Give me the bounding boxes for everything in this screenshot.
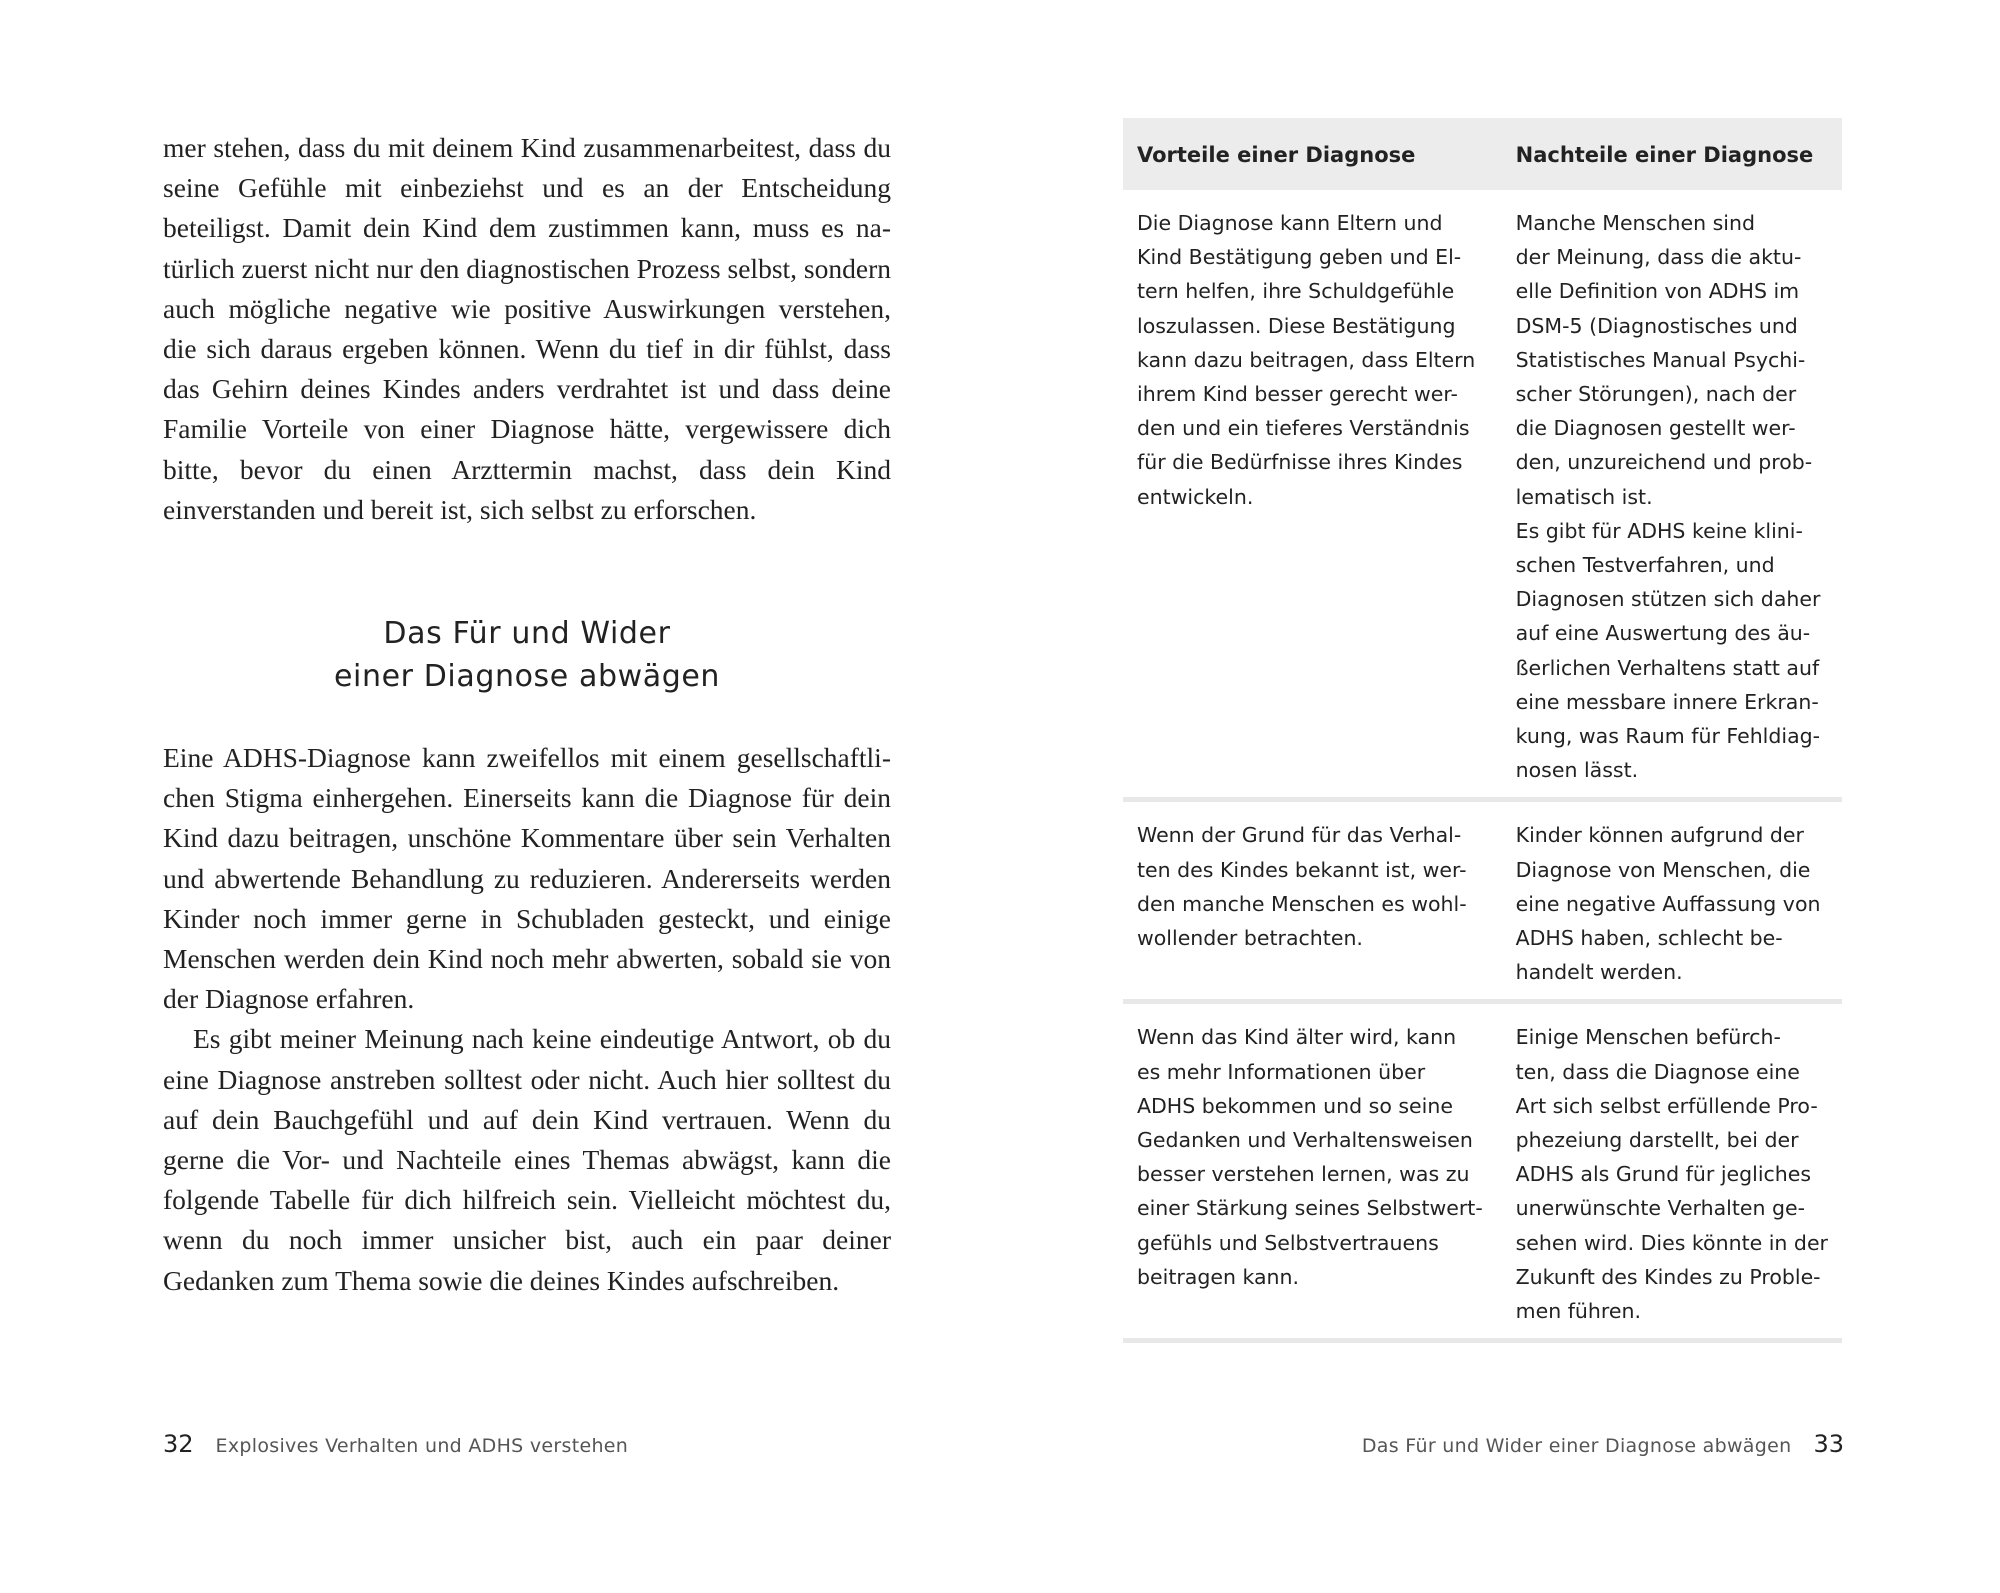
cell-text-line: phezeiung darstellt, bei der	[1515, 1128, 1799, 1153]
column-header-cons: Nachteile einer Diagnose	[1502, 118, 1842, 190]
footer-right	[1362, 1430, 1844, 1458]
cell-text-line: ADHS als Grund für jegliches	[1515, 1162, 1812, 1187]
page-number: 32	[163, 1430, 194, 1458]
cell-text-line: Diagnosen stützen sich daher	[1515, 587, 1821, 612]
cell-text-line: elle Definition von ADHS im	[1515, 279, 1800, 304]
cell-text-line: Gedanken und Verhaltensweisen	[1137, 1128, 1473, 1153]
cell-text-line: auf eine Auswertung des äu-	[1515, 621, 1811, 646]
cell-text-line: Manche Menschen sind	[1515, 211, 1755, 235]
cell-text-line: den manche Menschen es wohl-	[1137, 891, 1467, 916]
running-title: Explosives Verhalten und ADHS verstehen	[215, 1435, 629, 1457]
cell-text-line: sehen wird. Dies könnte in der	[1515, 1230, 1828, 1255]
cell-text-line: lematisch ist.	[1515, 484, 1653, 509]
cell-text-line: handelt werden.	[1515, 960, 1683, 985]
body-paragraph: mer stehen, dass du mit deinem Kind zusammenarbeitest, dass du seine Gefühle mit einbeziehst und es an der Entscheidung beteiligst. Damit dein Kind dem zustimmen kann, muss es natürlich zuerst nicht nur den diagnostischen Prozess selbst, sondern auch mögliche negative wie positive Auswirkungen verstehen, die sich daraus ergeben können. Wenn du tief in dir fühlst, dass das Gehirn deines Kindes anders verdrahtet ist und dass deine Familie Vorteile von einer Diagnose hätte, vergewissere dich bitte, bevor du einen Arzttermin machst, dass dein Kind einverstanden und bereit ist, sich selbst zu erforschen.	[163, 132, 891, 525]
cell-text-line: kann dazu beitragen, dass Eltern	[1137, 347, 1476, 372]
cell-text-line: Wenn das Kind älter wird, kann	[1137, 1025, 1457, 1050]
cell-text-line: Zukunft des Kindes zu Proble-	[1515, 1264, 1821, 1289]
left-page	[163, 128, 891, 1301]
table-header-row	[1123, 118, 1842, 190]
body-paragraph: Es gibt meiner Meinung nach keine eindeutige Antwort, ob du eine Diagnose anstreben solltest oder nicht. Auch hier solltest du auf dein Bauchgefühl und auf dein Kind vertrauen. Wenn du gerne die Vor- und Nachteile eines Themas abwägst, kann die folgende Tabelle für dich hilfreich sein. Vielleicht möchtest du, wenn du noch immer unsicher bist, auch ein paar deiner Gedanken zum Thema sowie die deines Kindes aufschreiben.	[163, 1023, 891, 1296]
cell-text-line: eine negative Auffassung von	[1515, 891, 1821, 916]
cell-text-line: einer Stärkung seines Selbstwert-	[1137, 1196, 1483, 1221]
cell-text-line: Statistisches Manual Psychi-	[1515, 347, 1806, 372]
cell-text-line: der Meinung, dass die aktu-	[1515, 245, 1802, 270]
section-heading-line-1: Das Für und Wider	[383, 616, 671, 652]
cell-text-line: scher Störungen), nach der	[1515, 382, 1797, 407]
cell-text-line: Wenn der Grund für das Verhal-	[1137, 823, 1462, 848]
table-row	[1123, 1002, 1842, 1341]
cell-text-line: beitragen kann.	[1137, 1264, 1300, 1289]
cell-text-line: Es gibt für ADHS keine klini-	[1515, 518, 1803, 543]
pro-cell	[1123, 190, 1502, 800]
section-heading-line-2: einer Diagnose abwägen	[333, 659, 721, 695]
cell-text-line: men führen.	[1515, 1299, 1642, 1324]
cell-text-line: nosen lässt.	[1515, 758, 1639, 783]
pro-cell	[1123, 1002, 1502, 1341]
con-cell	[1502, 1002, 1842, 1341]
cell-text-line: ten des Kindes bekannt ist, wer-	[1137, 857, 1467, 882]
cell-text-line: ßerlichen Verhaltens statt auf	[1515, 655, 1820, 680]
cell-text-line: tern helfen, ihre Schuldgefühle	[1137, 279, 1455, 304]
pro-cell	[1123, 800, 1502, 1002]
cell-text-line: DSM-5 (Diagnostisches und	[1515, 313, 1798, 338]
cell-text-line: ADHS haben, schlecht be-	[1515, 926, 1783, 951]
pros-cons-table	[1123, 118, 1842, 1343]
cell-text-line: Einige Menschen befürch-	[1515, 1025, 1781, 1050]
section-heading	[163, 612, 891, 698]
cell-text-line: die Diagnosen gestellt wer-	[1515, 416, 1796, 441]
cell-text-line: schen Testverfahren, und	[1515, 553, 1775, 578]
cell-text-line: ihrem Kind besser gerecht wer-	[1137, 382, 1458, 407]
cell-text-line: unerwünschte Verhalten ge-	[1515, 1196, 1806, 1221]
running-title: Das Für und Wider einer Diagnose abwägen	[1361, 1435, 1792, 1457]
cell-text-line: ten, dass die Diagnose eine	[1515, 1059, 1800, 1084]
cell-text-line: wollender betrachten.	[1137, 926, 1363, 951]
right-page	[1123, 118, 1842, 1343]
cell-text-line: besser verstehen lernen, was zu	[1137, 1162, 1470, 1187]
cell-text-line: ADHS bekommen und so seine	[1137, 1093, 1453, 1118]
table-row	[1123, 800, 1842, 1002]
cell-text-line: entwickeln.	[1137, 484, 1254, 509]
column-header-pros: Vorteile einer Diagnose	[1123, 118, 1502, 190]
cell-text-line: den und ein tieferes Verständnis	[1137, 416, 1470, 441]
cell-text-line: Kind Bestätigung geben und El-	[1137, 245, 1462, 270]
body-paragraph: Eine ADHS-Diagnose kann zweifellos mit einem gesellschaftlichen Stigma einhergehen. Einerseits kann die Diagnose für dein Kind dazu beitragen, unschöne Kommentare über sein Verhalten und abwertende Behandlung zu reduzieren. Andererseits werden Kinder noch immer gerne in Schubladen gesteckt, und einige Menschen werden dein Kind noch mehr abwerten, sobald sie von der Diagnose erfahren.	[163, 742, 891, 1015]
cell-text-line: es mehr Informationen über	[1137, 1059, 1426, 1084]
cell-text-line: den, unzureichend und prob-	[1515, 450, 1813, 475]
con-cell	[1502, 190, 1842, 800]
cell-text-line: gefühls und Selbstvertrauens	[1137, 1230, 1439, 1255]
cell-text-line: Diagnose von Menschen, die	[1515, 857, 1811, 882]
con-cell	[1502, 800, 1842, 1002]
cell-text-line: für die Bedürfnisse ihres Kindes	[1137, 450, 1463, 475]
cell-text-line: Die Diagnose kann Eltern und	[1137, 211, 1443, 235]
table-body	[1123, 190, 1842, 1341]
footer-left	[163, 1430, 628, 1458]
cell-text-line: eine messbare innere Erkran-	[1515, 689, 1819, 714]
table-row	[1123, 190, 1842, 800]
cell-text-line: kung, was Raum für Fehldiag-	[1515, 724, 1821, 749]
cell-text-line: Kinder können aufgrund der	[1515, 823, 1804, 848]
cell-text-line: loszulassen. Diese Bestätigung	[1137, 313, 1456, 338]
cell-text-line: Art sich selbst erfüllende Pro-	[1515, 1093, 1818, 1118]
page-number: 33	[1813, 1430, 1844, 1458]
